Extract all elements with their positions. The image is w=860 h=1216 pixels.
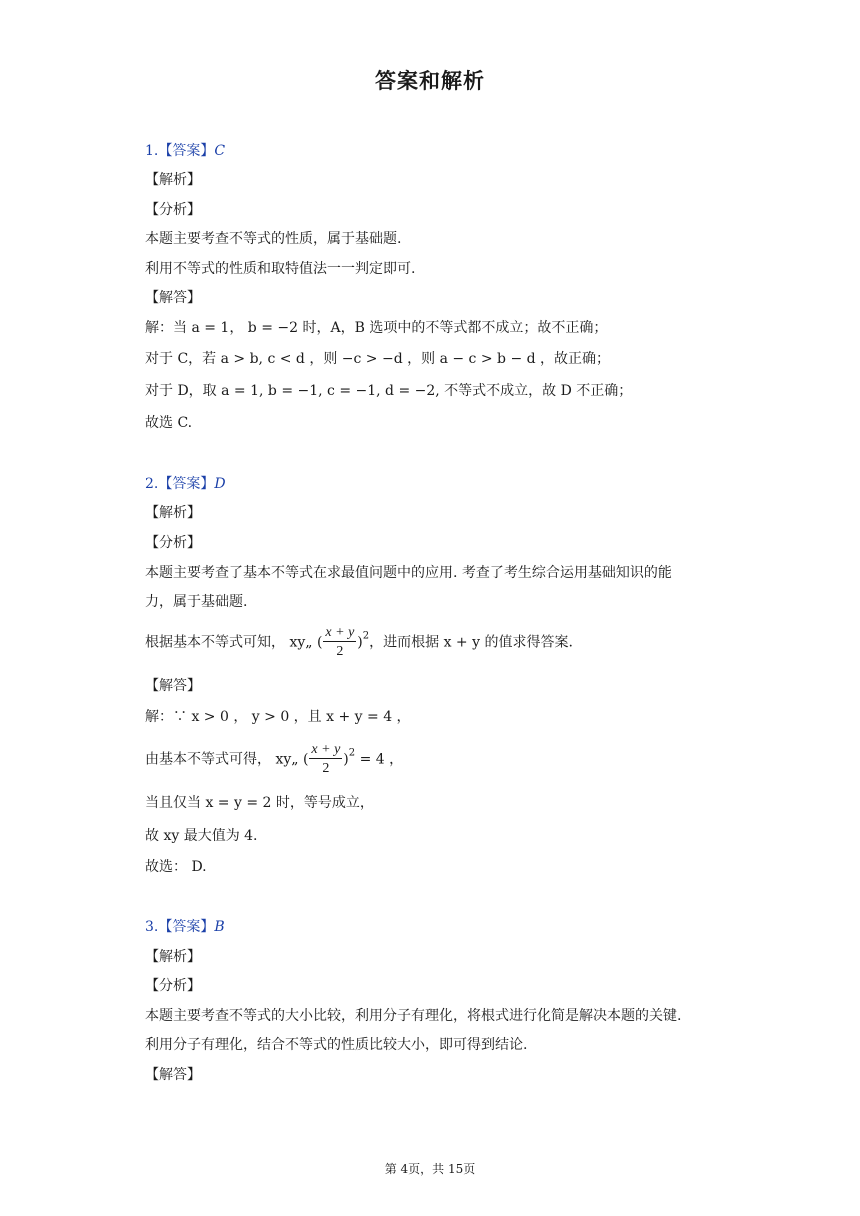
q2-fraction-2-denominator: 2 (322, 761, 330, 776)
q3-analysis-text-2: 利用分子有理化，结合不等式的性质比较大小，即可得到结论. (145, 1037, 528, 1053)
q3-answer-value: B (214, 919, 225, 935)
q2-solution-line-2-pre: 由基本不等式可得， xy„ ( (145, 751, 309, 768)
q1-fenxi-label: 【分析】 (145, 202, 201, 218)
page-footer: 第 4页，共 15页 (384, 1162, 476, 1176)
q2-analysis-text-2: 力，属于基础题. (145, 594, 248, 610)
q1-analysis-text-1: 本题主要考查不等式的性质，属于基础题. (145, 231, 402, 247)
q3-jiexi-label: 【解析】 (145, 949, 201, 965)
q2-analysis-text-1: 本题主要考查了基本不等式在求最值问题中的应用. 考查了考生综合运用基础知识的能 (145, 565, 672, 581)
q2-answer-label: 2.【答案】 (145, 476, 215, 492)
q2-analysis-text-3-pre: 根据基本不等式可知， xy„ ( (145, 634, 323, 651)
q3-fenxi-label: 【分析】 (145, 978, 201, 994)
q2-fraction-1 (323, 624, 356, 661)
page-title: 答案和解析 (375, 69, 485, 93)
q2-fraction-1-denominator: 2 (336, 644, 344, 659)
q3-answer-label: 3.【答案】 (145, 919, 215, 935)
q2-jiexi-label: 【解析】 (145, 505, 201, 521)
q1-jieda-label: 【解答】 (145, 290, 201, 306)
q1-solution-line-2: 对于 C，若 a > b, c < d ，则 −c > −d ，则 a − c > b − d ，故正确； (145, 351, 611, 367)
q2-exponent-2: 2 (348, 747, 356, 759)
q3-jieda-label: 【解答】 (145, 1067, 201, 1083)
q2-fraction-2-numerator: x + y (311, 742, 341, 757)
q2-jieda-label: 【解答】 (145, 678, 201, 694)
q2-answer-line (145, 473, 226, 495)
q2-solution-line-4: 故 xy 最大值为 4. (145, 828, 258, 844)
q3-answer-line (145, 916, 225, 938)
q2-answer-value: D (214, 476, 226, 492)
q1-jiexi-label: 【解析】 (145, 172, 201, 188)
q1-answer-line (145, 140, 225, 162)
q2-exponent-1: 2 (362, 630, 370, 642)
q1-conclusion: 故选 C. (145, 415, 193, 431)
q2-fraction-1-numerator: x + y (325, 625, 355, 640)
q2-solution-line-2: 由基本不等式可得， xy„ ( $\frac{x + y}{2}$ )$^2$ = 4 ， (145, 742, 404, 776)
q2-analysis-text-3-post: ，进而根据 x + y 的值求得答案. (369, 634, 573, 651)
q1-solution-line-1: 解：当 a = 1， b = −2 时，A，B 选项中的不等式都不成立；故不正确； (145, 320, 608, 336)
q2-analysis-text-3: 根据基本不等式可知， xy„ ( $\frac{x + y}{2}$ )$^2$，进而根据 x + y 的值求得答案. (145, 625, 573, 659)
q2-solution-line-3: 当且仅当 x = y = 2 时，等号成立， (145, 795, 374, 811)
q1-answer-value: C (214, 143, 226, 159)
q1-answer-label: 1.【答案】 (145, 143, 215, 159)
q1-analysis-text-2: 利用不等式的性质和取特值法一一判定即可. (145, 261, 416, 277)
q1-solution-line-3: 对于 D，取 a = 1, b = −1, c = −1, d = −2, 不等式不成立，故 D 不正确； (145, 383, 633, 399)
q3-analysis-text-1: 本题主要考查不等式的大小比较，利用分子有理化，将根式进行化简是解决本题的关键. (145, 1008, 682, 1024)
q2-solution-line-2-post: = 4 ， (355, 751, 404, 768)
q2-conclusion: 故选： D. (145, 859, 207, 875)
q2-fenxi-label: 【分析】 (145, 535, 201, 551)
q2-solution-line-1: 解：∵ x > 0 ， y > 0 ，且 x + y = 4 ， (145, 709, 411, 725)
q2-fraction-2 (309, 741, 342, 778)
